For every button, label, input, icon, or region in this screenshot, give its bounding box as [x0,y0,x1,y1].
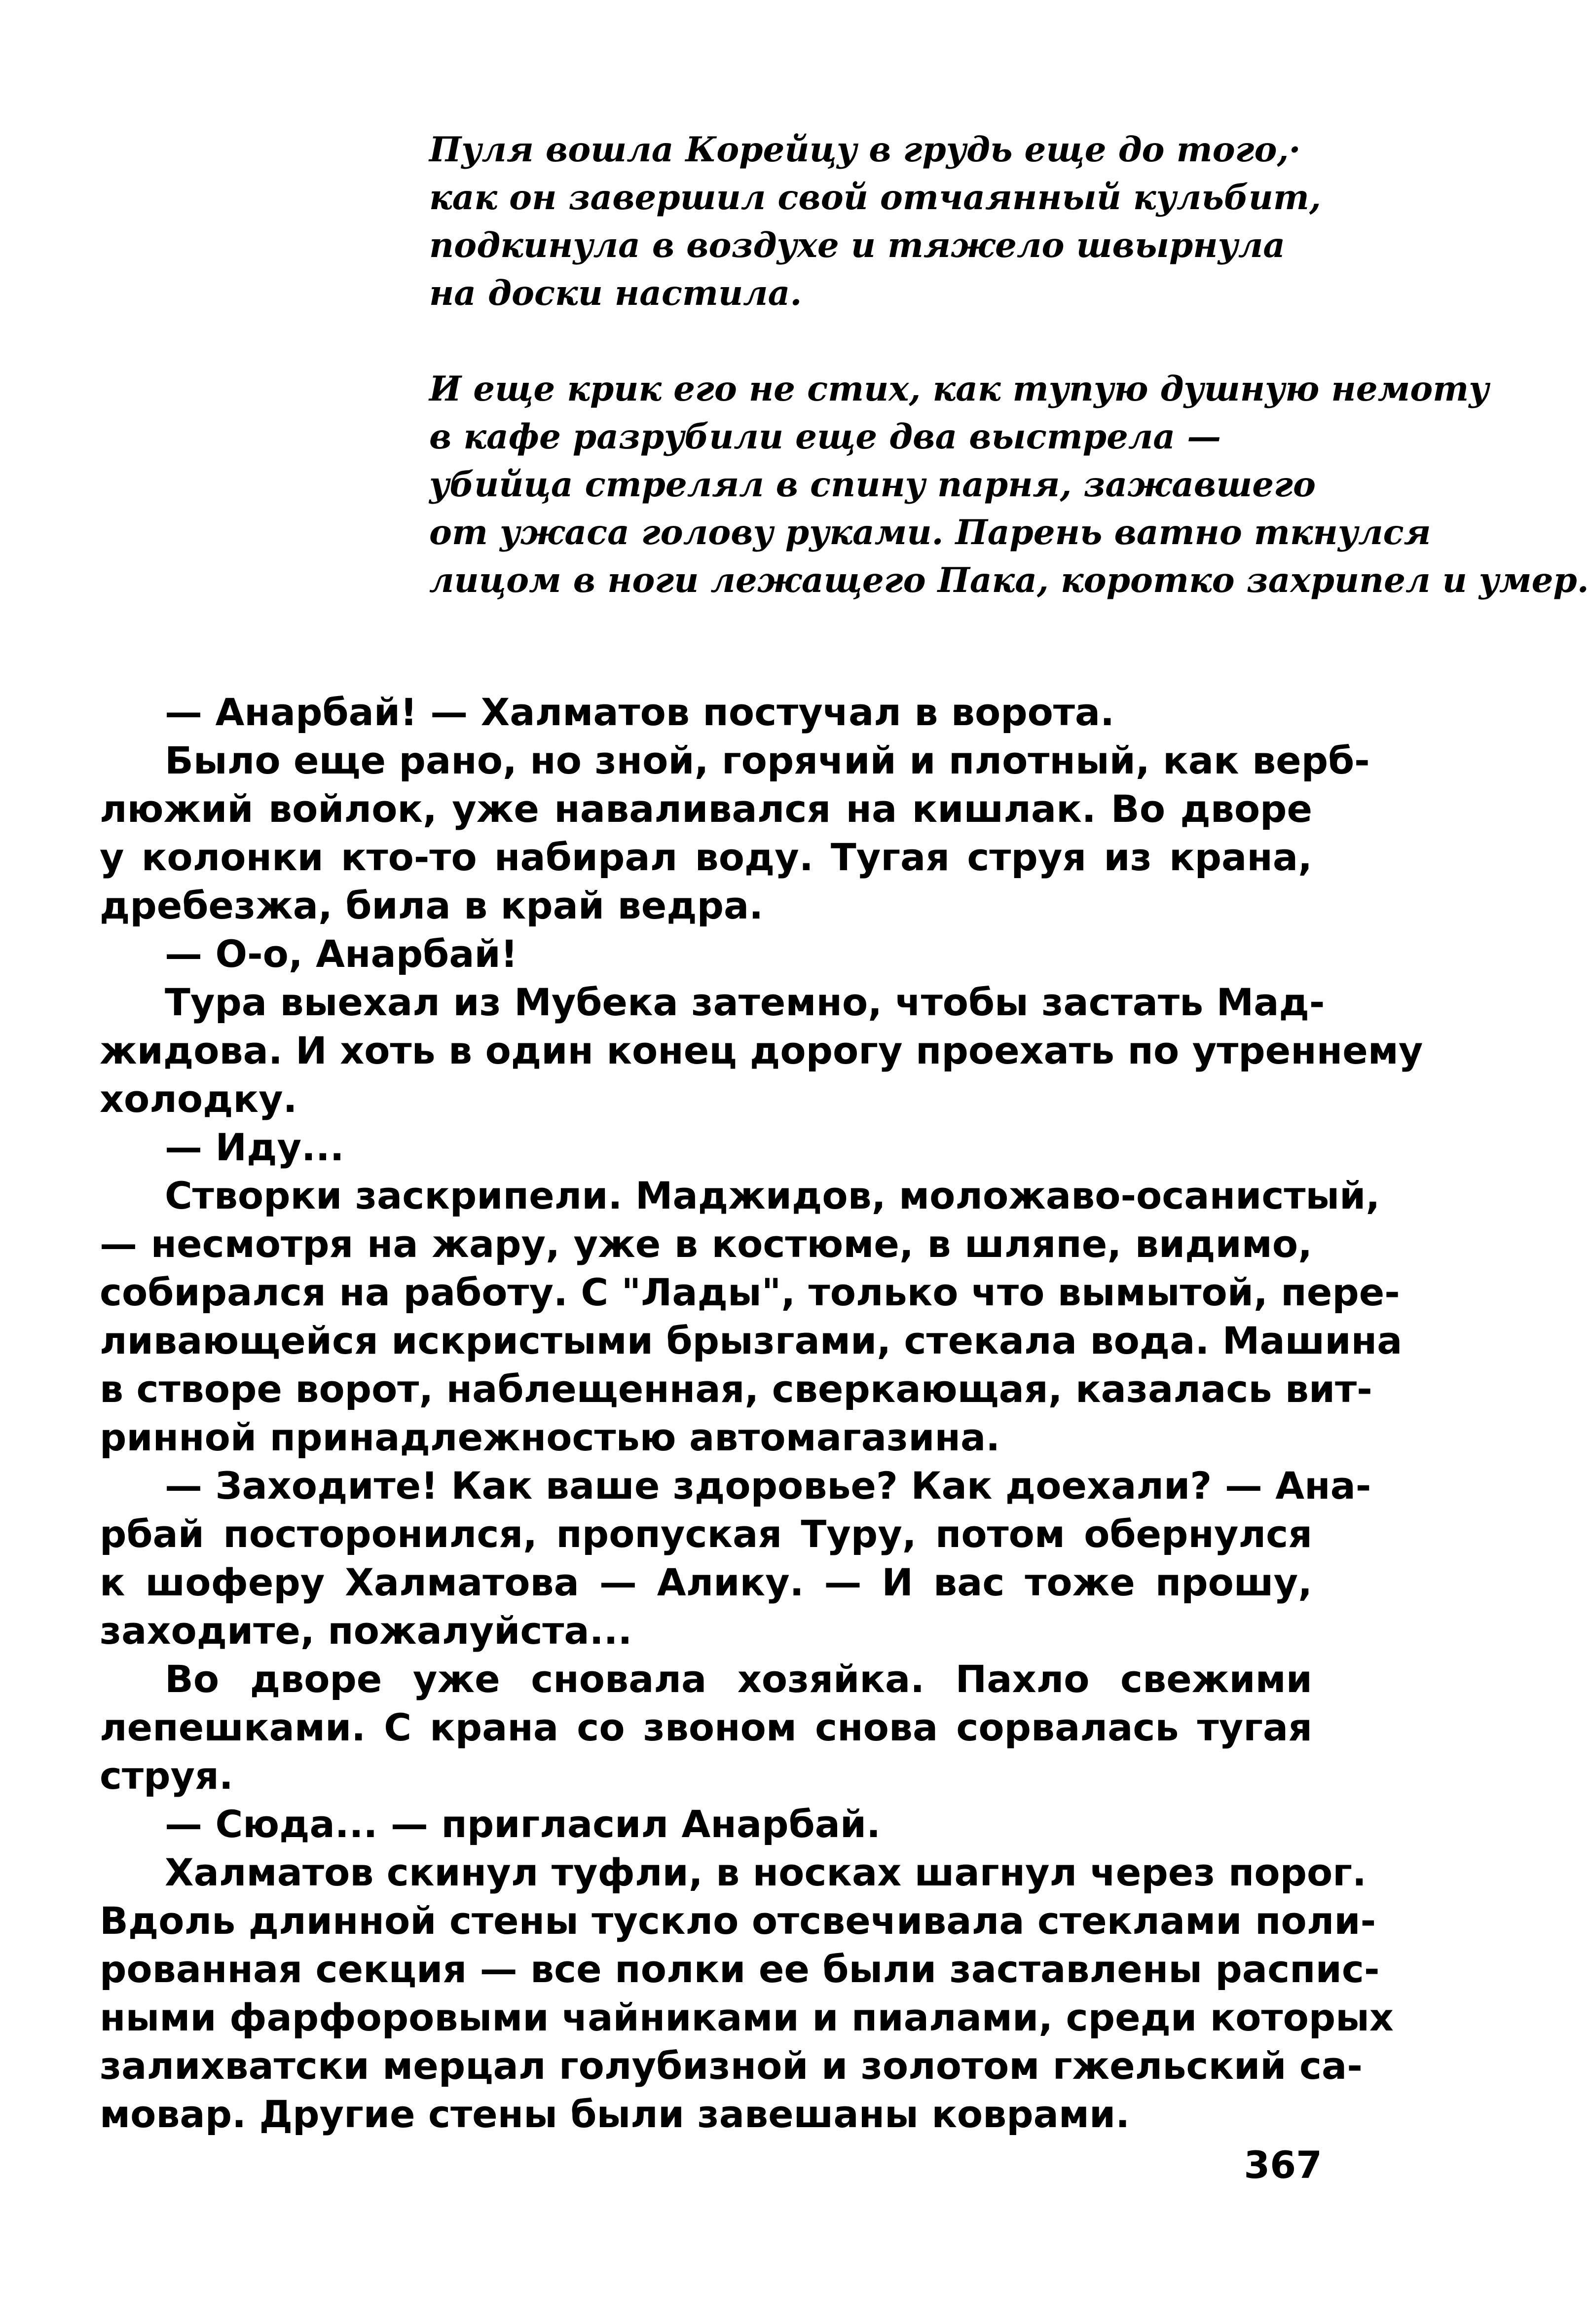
text-line: струя. [100,1754,233,1798]
text-line: — Анарбай! — Халматов постучал в ворота. [165,690,1115,734]
text-line: Створки заскрипели. Маджидов, моложаво-осанистый, [165,1174,1380,1217]
text-line: Вдоль длинной стены тускло отсвечивала стеклами поли- [100,1899,1376,1943]
page-number: 367 [1244,2143,1322,2187]
text-line: — Иду... [165,1125,344,1169]
text-line: заходите, пожалуйста... [100,1609,632,1653]
epigraph-line: на доски настила. [429,273,802,313]
paragraph [100,978,1423,1123]
paragraph [100,1462,1371,1655]
paragraph [100,1655,1312,1800]
text-line: мовар. Другие стены были завешаны коврами. [100,2092,1130,2136]
epigraph-line: в кафе разрубили еще два выстрела — [429,417,1221,457]
epigraph-paragraph-2 [429,365,1589,604]
paragraph [100,1800,1312,1848]
text-line: — Сюда... — пригласил Анарбай. [165,1802,881,1846]
epigraph-line: лицом в ноги лежащего Пака, коротко захрипел и умер. [429,560,1589,600]
epigraph-line: И еще крик его не стих, как тупую душную немоту [429,369,1489,409]
text-line: у колонки кто-то набирал воду. Тугая струя из крана, [100,835,1312,879]
text-line: Во дворе уже сновала хозяйка. Пахло свежими [165,1657,1312,1701]
text-line: Тура выехал из Мубека затемно, чтобы застать Мад- [165,980,1325,1024]
paragraph [100,1172,1403,1462]
text-line: ными фарфоровыми чайниками и пиалами, среди которых [100,1995,1394,2039]
text-line: — О-о, Анарбай! [165,932,518,976]
paragraph [100,1848,1394,2139]
text-line: дребезжа, била в край ведра. [100,884,764,927]
paragraph [100,688,1312,737]
epigraph-line: подкинула в воздухе и тяжело швырнула [429,225,1286,265]
text-line: в створе ворот, наблещенная, сверкающая, казалась вит- [100,1367,1372,1411]
body-text [100,688,1423,2139]
epigraph-paragraph-1 [429,126,1327,317]
epigraph-line: как он завершил свой отчаянный кульбит, [429,178,1321,218]
paragraph [100,930,1312,978]
paragraph [100,737,1370,930]
text-line: холодку. [100,1077,297,1121]
text-line: ливающейся искристыми брызгами, стекала вода. Машина [100,1319,1403,1363]
text-line: жидова. И хоть в один конец дорогу проехать по утреннему [100,1029,1423,1072]
epigraph [429,126,1589,604]
text-line: залихватски мерцал голубизной и золотом гжельский са- [100,2044,1363,2088]
text-line: — Заходите! Как ваше здоровье? Как доехали? — Ана- [165,1464,1371,1508]
text-line: — несмотря на жару, уже в костюме, в шляпе, видимо, [100,1222,1312,1266]
text-line: рованная секция — все полки ее были заставлены распис- [100,1947,1380,1991]
text-line: лепешками. С крана со звоном снова сорвалась тугая [100,1705,1312,1749]
text-line: собирался на работу. С "Лады", только что вымытой, пере- [100,1270,1400,1314]
epigraph-line: Пуля вошла Корейцу в грудь еще до того,· [429,130,1301,170]
text-line: ринной принадлежностью автомагазина. [100,1415,1000,1459]
epigraph-line: от ужаса голову руками. Парень ватно ткнулся [429,513,1431,553]
text-line: Халматов скинул туфли, в носках шагнул через порог. [165,1850,1367,1894]
text-line: к шоферу Халматова — Алику. — И вас тоже прошу, [100,1560,1312,1604]
text-line: люжий войлок, уже наваливался на кишлак. Во дворе [100,787,1312,831]
text-line: Было еще рано, но зной, горячий и плотный, как верб- [165,738,1370,782]
epigraph-line: убийца стрелял в спину парня, зажавшего [429,465,1316,505]
paragraph [100,1123,1312,1172]
text-line: рбай посторонился, пропуская Туру, потом обернулся [100,1512,1312,1556]
